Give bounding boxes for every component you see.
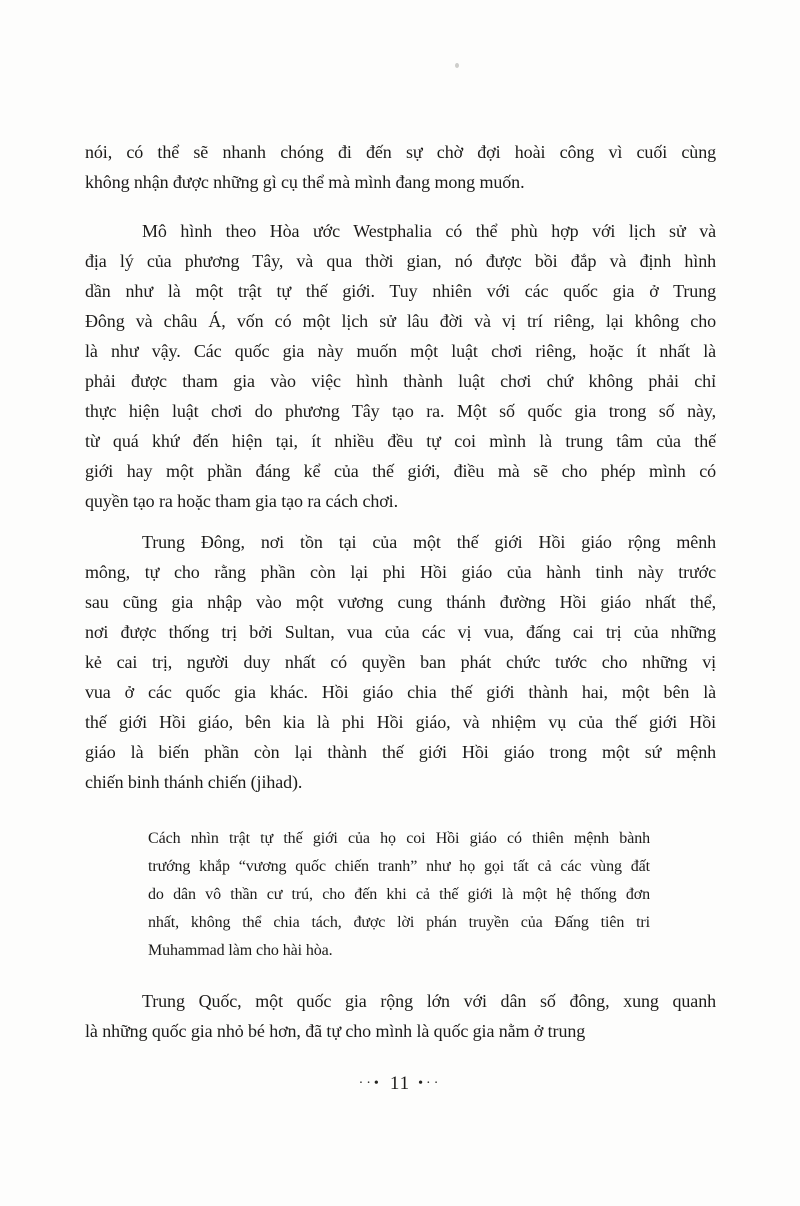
text-line: là những quốc gia nhỏ bé hơn, đã tự cho mình là quốc gia nằm ở trung [85,1021,586,1041]
text-line: sau cũng gia nhập vào một vương cung thánh đường Hồi giáo nhất thể, [85,592,716,612]
text-line: kẻ cai trị, người duy nhất có quyền ban phát chức tước cho những vị [85,652,716,672]
text-line: dần như là một trật tự thế giới. Tuy nhiên với các quốc gia ở Trung [85,281,716,301]
paragraph [85,527,716,797]
text-line: nhất, không thể chia tách, được lời phán truyền của Đấng tiên tri [148,914,650,931]
text-line: Mô hình theo Hòa ước Westphalia có thể phù hợp với lịch sử và [142,221,716,241]
text-line: vua ở các quốc gia khác. Hồi giáo chia thế giới thành hai, một bên là [85,682,716,702]
page-number: 11 [389,1073,411,1094]
text-line: Trung Đông, nơi tồn tại của một thế giới Hồi giáo rộng mênh [142,532,716,552]
text-line: từ quá khứ đến hiện tại, ít nhiều đều tự coi mình là trung tâm của thế [85,431,716,451]
page-footer [0,1071,800,1099]
text-line: thế giới Hồi giáo, bên kia là phi Hồi giáo, và nhiệm vụ của thế giới Hồi [85,712,716,732]
text-line: nơi được thống trị bởi Sultan, vua của các vị vua, đấng cai trị của những [85,622,716,642]
text-line: thực hiện luật chơi do phương Tây tạo ra. Một số quốc gia trong số này, [85,401,716,421]
text-line: Đông và châu Á, vốn có một lịch sử lâu đời và vị trí riêng, lại không cho [85,311,716,331]
text-line: nói, có thể sẽ nhanh chóng đi đến sự chờ đợi hoài công vì cuối cùng [85,142,716,162]
text-line: giới hay một phần đáng kể của thế giới, điều mà sẽ cho phép mình có [85,461,716,481]
text-line: là như vậy. Các quốc gia này muốn một luật chơi riêng, hoặc ít nhất là [85,341,716,361]
paragraph [85,986,716,1046]
text-line: Cách nhìn trật tự thế giới của họ coi Hồi giáo có thiên mệnh bành [148,830,650,847]
paragraph [85,137,716,197]
text-line: chiến binh thánh chiến (jihad). [85,772,303,792]
text-line: mông, tự cho rằng phần còn lại phi Hồi giáo của hành tinh này trước [85,562,716,582]
paragraph [85,216,716,516]
scan-artifact [455,63,459,68]
text-line: phải được tham gia vào việc hình thành luật chơi chứ không phải chỉ [85,371,716,391]
text-line: quyền tạo ra hoặc tham gia tạo ra cách chơi. [85,491,398,511]
text-line: không nhận được những gì cụ thể mà mình đang mong muốn. [85,172,525,192]
text-line: Muhammad làm cho hài hòa. [148,942,333,959]
text-line: do dân vô thần cư trú, cho đến khi cả thế giới là một hệ thống đơn [148,886,650,903]
folio-ornament-left: ··• [358,1076,382,1091]
text-line: địa lý của phương Tây, và qua thời gian, nó được bồi đắp và định hình [85,251,716,271]
text-line: giáo là biến phần còn lại thành thế giới Hồi giáo trong một sứ mệnh [85,742,716,762]
folio-ornament-right: •·· [418,1076,442,1091]
text-line: trướng khắp “vương quốc chiến tranh” như họ gọi tất cả các vùng đất [148,858,650,875]
text-line: Trung Quốc, một quốc gia rộng lớn với dân số đông, xung quanh [142,991,716,1011]
block-quote [148,825,650,965]
